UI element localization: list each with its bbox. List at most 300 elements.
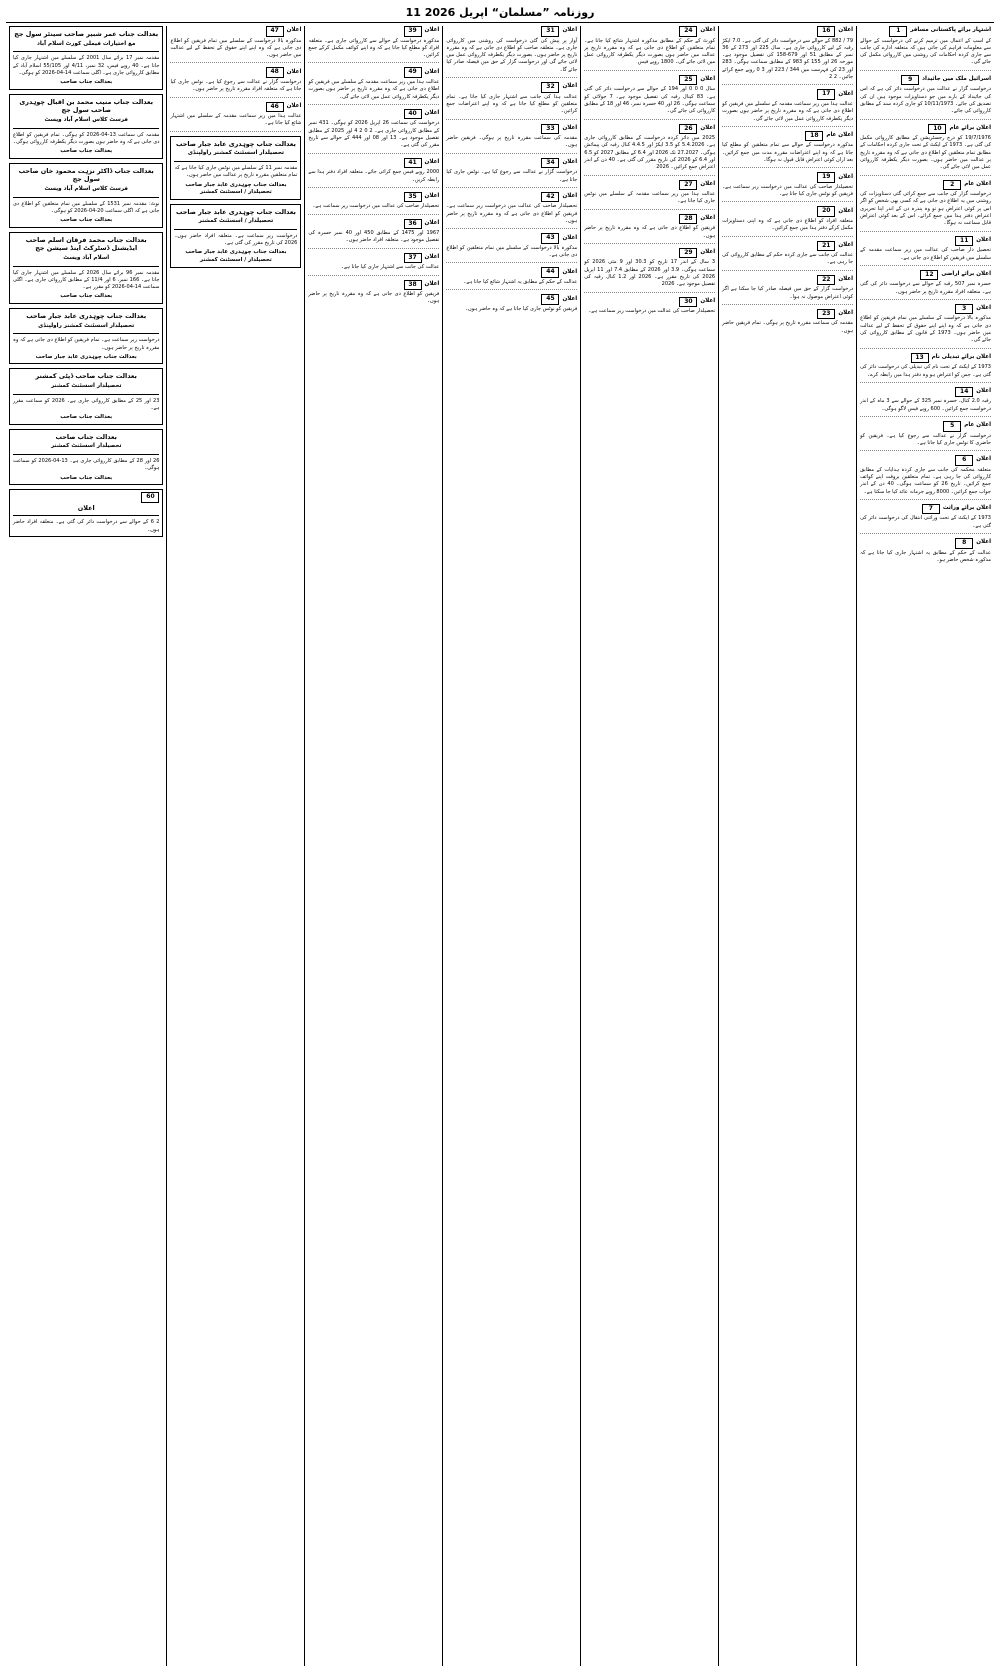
notice-number: 20 [817,206,835,217]
notice-header [722,241,853,252]
notice-title: اعلان برائے وراثت [942,505,991,512]
notice-title: اعلان [700,27,716,34]
notice-title: اعلان [838,310,854,317]
classified-notice [860,26,991,71]
court-notice-subheading: تحصیلدار / اسسٹنٹ کمشنر [198,218,274,225]
notice-number: 38 [404,280,422,291]
court-notice-heading: بعدالت جناب منیب محمد بن اقبال چوہدری صاحب سول جج [19,97,154,115]
masthead [6,4,994,23]
notice-body: مذکورہ درخواست کے حوالے سے کارروائی جاری ہے۔ متعلقہ افراد کو مطلع کیا جاتا ہے کہ وہ اپنے کوائف مکمل کرکے جمع کرائیں۔ [308,37,440,59]
notice-number: 13 [911,353,929,364]
notice-number: 2 [943,180,961,191]
classified-notice [446,294,577,316]
notice-header [722,131,853,142]
issue-date: 11 اپریل 2026 [405,6,488,19]
court-notice-signature: بعدالت جناب صاحب [60,414,113,421]
notice-number: 48 [266,67,284,78]
court-notice-signature: بعدالت جناب صاحب [60,217,113,224]
divider [13,454,159,455]
court-notice-body: نوٹ: مقدمہ نمبر 1531 کے سلسلے میں تمام متعلقین کو اطلاع دی جاتی ہے کہ اگلی سماعت 20-04-2026 کو ہوگی۔ [12,200,160,214]
classified-notice [722,241,853,271]
notice-header [584,297,715,308]
notice-title: اعلان [562,27,578,34]
divider [13,266,159,267]
classified-notice [860,75,991,120]
notice-number: 16 [817,26,835,37]
classified-notice [722,26,853,85]
classified-notice [584,248,715,293]
notice-title: اعلان [700,249,716,256]
court-notice-subheading: تحصیلدار اسسٹنٹ کمشنر راولپنڈی [187,150,284,157]
court-notice [170,204,301,268]
notice-title: اعلان [424,110,440,117]
court-notice-heading: بعدالت جناب ڈاکٹر نزہت محمود خان صاحب سول جج [18,166,154,184]
divider [13,51,159,52]
classified-notice [584,214,715,244]
notice-number: 3 [955,304,973,315]
notice-header [860,538,991,549]
notice-body: عدالت ہذا کی جانب سے اشتہار جاری کیا جاتا ہے۔ تمام متعلقین کو مطلع کیا جاتا ہے کہ وہ اپنے اعتراضات جمع کرائیں۔ [446,93,578,115]
notice-number: 37 [404,253,422,264]
notice-number: 12 [920,270,938,281]
notice-header [860,26,991,37]
notice-title: اعلان برائے تبدیلی نام [931,354,991,361]
notice-header [860,124,991,135]
notice-header [308,253,439,264]
classified-notice [308,253,439,276]
court-notice-subheading: تحصیلدار اسسٹنٹ کمشنر راولپنڈی [38,322,135,329]
notice-title: اعلان [838,173,854,180]
court-notice [9,368,163,424]
notice-body: رقبہ 2.0 کنال، خسرہ نمبر 325 کے حوالے سے 3 ماہ کے اندر درخواست جمع کرائیں۔ 600 روپے فیس لاگو ہوگی۔ [860,398,992,412]
classified-notice [308,67,439,104]
notice-title: اعلان [838,207,854,214]
classified-notice [860,304,991,349]
court-notice-heading: بعدالت جناب محمد فرقان اسلم صاحب ایڈیشنل ڈسٹرکٹ اینڈ سیشن جج [25,235,147,253]
notice-number: 21 [817,241,835,252]
notice-body: درخواست گزار نے عدالت سے رجوع کیا ہے۔ فریقین کو حاضری کا نوٹس جاری کیا جاتا ہے۔ [860,432,991,446]
notice-body: عدالت کی جانب سے اشتہار جاری کیا جاتا ہے۔ [341,264,440,271]
notice-header [860,304,991,315]
notice-number: 25 [679,75,697,86]
court-notice-heading: بعدالت جناب صاحب ڈپٹی کمشنر [35,372,137,381]
classified-notice [308,26,439,63]
classified-notice [860,124,991,176]
notice-header [584,180,715,191]
column-4 [442,26,580,1666]
court-notice [9,26,163,90]
classified-notice [170,26,301,63]
notice-header [308,109,439,120]
classified-notice [170,67,301,97]
notice-title: اعلان [700,76,716,83]
notice-number: 18 [805,131,823,142]
notice-title: اعلان عام [964,180,991,187]
notice-body: عدالت کی جانب سے جاری کردہ حکم کے مطابق کارروائی کی جا رہی ہے۔ [722,252,854,266]
notice-body: درخواست کی سماعت 26 اپریل 2026 کو ہوگی۔ 431 نمبر کے مطابق کارروائی جاری ہے۔ 2 0 2 4 اور 2025 کے مطابق تفصیل موجود ہے۔ 13 اور 08 اور 444 کے حوالے سے تاریخ مقرر کی گئی ہے۔ [308,120,440,149]
classified-notice [446,267,577,290]
notice-header [446,26,577,37]
notice-title: اعلان [976,456,991,463]
notice-title: اعلان [562,268,578,275]
notice-body: مذکورہ بالا درخواست کے سلسلے میں تمام فریقین کو اطلاع دی جاتی ہے کہ وہ اپنے اپنے حقوق کے تحفظ کے لیے عدالت میں حاضر ہوں۔ 1973 کے قانون کے مطابق کارروائی کی جائے گی۔ [860,315,991,344]
notice-body: آواز پر پیش کی گئی درخواست کی روشنی میں کارروائی جاری ہے۔ متعلقہ صاحب کو اطلاع دی جاتی ہے کہ وہ مقررہ تاریخ پر حاضر ہوں۔ بصورت دیگر یکطرفہ کارروائی عمل میں لائی جائے گی اور درخواست گزار کے حق میں فیصلہ صادر کیا جائے گا۔ [446,37,578,73]
notice-header [860,455,991,466]
paper-name: روزنامہ ”مسلمان“ [491,6,595,19]
notice-title: اعلان [424,219,440,226]
notice-number: 41 [404,158,422,169]
notice-header [722,275,853,286]
notice-title: اعلان [286,102,302,109]
notice-title: اعلان [562,295,578,302]
court-notice [9,232,163,304]
notice-header [584,214,715,225]
court-notice [9,429,163,485]
notice-title: اعلان [562,193,578,200]
notice-number: 24 [679,26,697,37]
notice-body: عدالت ہذا میں زیر سماعت مقدمہ کے سلسلے میں فریقین کو اطلاع دی جاتی ہے کہ وہ مقررہ تاریخ پر حاضر ہوں بصورت دیگر یکطرفہ کارروائی عمل میں لائی جائے گی۔ [722,100,854,122]
divider [174,229,297,230]
notice-number: 31 [541,26,559,37]
notice-header [860,504,991,515]
notice-number: 6 [955,455,973,466]
notice-number: 1 [889,26,907,37]
court-notice-subheading: مع اختیارات فیملی کورٹ اسلام آباد [37,40,136,47]
notice-body: فریقین کو نوٹس جاری کیا جاتا ہے کہ وہ حاضر ہوں۔ [465,305,578,312]
classified-notice [584,124,715,176]
notice-body: مذکورہ درخواست کے حوالے سے تمام متعلقین کو مطلع کیا جاتا ہے کہ وہ اپنے اعتراضات مقررہ مدت میں جمع کرائیں۔ بعد ازاں کوئی اعتراض قابل قبول نہ ہوگا۔ [722,142,854,163]
court-notice-body: درخواست زیر سماعت ہے۔ متعلقہ افراد حاضر ہوں۔ 2026 کی تاریخ مقرر کی گئی ہے۔ [174,232,298,247]
notice-body: مذکورہ بالا درخواست کے سلسلے میں تمام فریقین کو اطلاع دی جاتی ہے کہ وہ اپنے اپنے حقوق کے تحفظ کے لیے عدالت میں حاضر ہوں۔ [170,37,302,59]
column-6 [166,26,304,1666]
notice-title: اعلان [838,241,854,248]
classified-notice [860,455,991,500]
court-notice-heading: بعدالت جناب چوہدری عابد جبار صاحب [175,207,296,216]
court-notice-body: 2 6 کے حوالے سے درخواست دائر کی گئی ہے۔ متعلقہ افراد حاضر ہوں۔ [12,519,160,533]
notice-title: اعلان [424,254,440,261]
notice-title: اعلان [700,180,716,187]
notice-title: اعلان [562,234,578,241]
classified-notice [308,280,439,309]
notice-body: فریقین کو اطلاع دی جاتی ہے کہ وہ مقررہ تاریخ پر حاضر ہوں۔ [308,291,440,305]
notice-header [446,158,577,169]
notice-header [584,26,715,37]
notice-header [722,26,853,37]
notice-title: اعلان عام [826,132,854,139]
classified-notice [584,26,715,71]
notice-body: 1973 کے ایکٹ کے تحت نام کی تبدیلی کی درخواست دائر کی گئی ہے۔ جس کو اعتراض ہو وہ دفتر ہذا میں رابطہ کرے۔ [860,364,991,378]
notice-header [584,248,715,259]
notice-number: 47 [266,26,284,37]
notice-body: تحصیلدار صاحب کی عدالت میں درخواست زیر سماعت ہے۔ [588,308,716,315]
notice-body: کورٹ کے حکم کے مطابق مذکورہ اشتہار شائع کیا جاتا ہے۔ تمام متعلقین کو اطلاع دی جاتی ہے کہ وہ مقررہ تاریخ پر عدالت میں حاضر ہوں بصورت دیگر یکطرفہ کارروائی عمل میں لائی جائے گی۔ 1800 روپے فیس [584,37,716,66]
classified-notice [860,538,991,567]
notice-header [860,270,991,281]
court-notice-subheading: فرسٹ کلاس اسلام آباد ویسٹ [44,185,128,192]
notice-header [860,75,991,86]
classified-notice [860,180,991,232]
notice-title: اعلان [700,297,716,304]
column-2 [718,26,856,1666]
court-notice [9,163,163,228]
notice-title: اعلان برائے عام [949,124,991,131]
classified-notice [308,109,439,154]
classified-notice [860,236,991,266]
notice-body: سال 0 0 0 اور 194 کے حوالے سے درخواست دائر کی گئی ہے۔ 83 کینال رقبہ کی تفصیل موجود ہے۔ 7 جولائی کو سماعت ہوگی۔ 26 اور 40 خسرہ نمبر، 46 اور 18 کے مطابق کارروائی کی جائے گی۔ [584,86,716,115]
classified-notice [446,158,577,188]
court-notice-signature: بعدالت جناب صاحب [60,79,113,86]
notice-header [308,219,439,230]
notice-body: عدالت کے حکم کے مطابق یہ اشتہار جاری کیا جاتا ہے کہ مذکورہ شخص حاضر ہو۔ [860,549,991,563]
divider [13,333,159,334]
notice-number: 27 [679,180,697,191]
notice-number: 22 [817,275,835,286]
notice-number: 36 [404,219,422,230]
notice-title: اعلان [424,193,440,200]
court-notice-heading: بعدالت جناب چوہدری عابد جبار صاحب [26,312,147,321]
classified-notice [860,270,991,300]
court-notice-heading: بعدالت جناب صاحب [55,432,117,441]
notice-title: اعلان [838,276,854,282]
court-notice-signature: بعدالت جناب صاحب [60,293,113,300]
notice-body: فریقین کو اطلاع دی جاتی ہے کہ وہ مقررہ تاریخ پر حاضر ہوں۔ [584,225,716,239]
notice-body: کے اسپ کے اعمال میں ترمیم کرنے کی درخواست کے حوالے سے معلومات فراہم کی جاتی ہیں کہ متعلقہ ادارے کی جانب سے جاری کردہ احکامات کی روشنی میں کارروائی مکمل کی جائے گی۔ [860,37,991,66]
notice-title: اعلان [562,124,578,131]
notice-body: 19/7/1976 کو درج رجسٹریشن کے مطابق کارروائی مکمل کی گئی ہے۔ 1973 کے ایکٹ کے تحت جاری کردہ احکامات کے مطابق تمام متعلقین کو اطلاع دی جاتی ہے کہ وہ مقررہ تاریخ پر عدالت میں حاضر ہوں۔ بصورت دیگر یکطرفہ کارروائی عمل میں لائی جائے گی۔ [860,135,991,171]
court-notice-subheading: فرسٹ کلاس اسلام آباد ویسٹ [44,116,128,123]
notice-title: اعلان [286,68,302,75]
notice-number: 26 [679,124,697,135]
notice-number: 42 [541,192,559,203]
court-notice-signature: بعدالت جناب چوہدری عابد جبار صاحب تحصیلدار / اسسٹنٹ کمشنر [185,249,287,264]
notice-header [170,102,301,113]
classified-notice [170,102,301,132]
notice-number: 40 [404,109,422,120]
notice-number: 34 [541,158,559,169]
divider [174,161,297,162]
notice-number: 49 [404,67,422,78]
notice-number: 46 [266,102,284,113]
notice-number: 8 [955,538,973,549]
court-notice [9,308,163,364]
classified-notice [446,26,577,78]
notice-number: 10 [928,124,946,135]
classified-notice [722,131,853,168]
notice-title: اعلان [976,388,991,395]
classified-notice [446,82,577,119]
notice-header [170,26,301,37]
notice-number: 23 [817,309,835,320]
court-notice-subheading: اسلام آباد ویسٹ [63,255,110,261]
court-notice-heading: اعلان [77,503,95,512]
divider [13,394,159,395]
notice-number: 33 [541,124,559,135]
notice-body: مذکورہ بالا درخواست کے سلسلے میں تمام متعلقین کو اطلاع دی جاتی ہے۔ [446,244,578,259]
notice-body: خسرہ نمبر 507 رقبہ کے حوالے سے درخواست دائر کی گئی ہے۔ متعلقہ افراد مقررہ تاریخ پر حاضر ہوں۔ [860,281,991,295]
classified-notice [308,158,439,188]
column-3 [580,26,718,1666]
notice-header [308,158,439,169]
notice-body: مقدمہ کی سماعت مقررہ تاریخ پر ہوگی۔ تمام فریقین حاضر ہوں۔ [722,320,854,334]
court-notice-body: 26 اور 28 کے مطابق کارروائی جاری ہے۔ 13-04-2026 کو سماعت ہوگی۔ [12,457,160,472]
notice-header [446,192,577,203]
notice-number: 28 [679,214,697,225]
notice-header [446,267,577,278]
notice-header [170,67,301,78]
notice-number: 19 [817,172,835,183]
notice-number: 45 [541,294,559,305]
column-1 [856,26,994,1666]
classified-notice [722,89,853,126]
notice-header [722,89,853,100]
notice-number: 60 [141,492,159,503]
notice-body: تحصیلدار صاحب کی عدالت میں درخواست زیر سماعت ہے۔ فریقین کو نوٹس جاری کیا جاتا ہے۔ [722,183,854,198]
notice-body: درخواست گزار کی جانب سے جمع کرائی گئی دستاویزات کی روشنی میں یہ اطلاع دی جاتی ہے کہ کسی بھی شخص کو اگر اس پر کوئی اعتراض ہو تو وہ پندرہ دن کے اندر اپنا تحریری اعتراض دفتر ہذا میں جمع کرائے۔ اس کے بعد کوئی اعتراض قابل سماعت نہ ہوگا۔ [860,191,991,227]
court-notice [9,489,163,537]
classified-notice [860,421,991,451]
notice-number: 9 [901,75,919,86]
notice-body: 1967 اور 1475 کے مطابق 450 اور 40 نمبر خسرہ کی تفصیل موجود ہے۔ متعلقہ افراد حاضر ہوں۔ [308,230,440,244]
court-notice-body: مقدمہ کی سماعت 13-04-2026 کو ہوگی۔ تمام فریقین کو اطلاع دی جاتی ہے کہ وہ حاضر ہوں بصورت دیگر یکطرفہ کارروائی ہوگی۔ [12,131,160,145]
classified-notice [722,275,853,305]
notice-header [308,67,439,78]
notice-number: 17 [817,89,835,100]
notice-body: 2000 روپے فیس جمع کرائی جائے۔ متعلقہ افراد دفتر ہذا سے رابطہ کریں۔ [308,169,440,183]
notice-header [584,124,715,135]
notice-number: 11 [955,236,973,247]
classified-notice [722,172,853,202]
court-notice-body: درخواست زیر سماعت ہے۔ تمام فریقین کو اطلاع دی جاتی ہے کہ وہ مقررہ تاریخ پر حاضر ہوں۔ [12,337,160,351]
court-notice-signature: بعدالت جناب صاحب [60,474,113,481]
notice-number: 32 [541,82,559,93]
notice-header [308,26,439,37]
classified-notice [308,219,439,249]
notice-title: اعلان [976,539,991,546]
notice-body: درخواست گزار نے عدالت سے رجوع کیا ہے۔ نوٹس جاری کیا جاتا ہے کہ متعلقہ افراد مقررہ تاریخ پر حاضر ہوں۔ [170,78,302,93]
notice-body: تحصیلدار صاحب کی عدالت میں درخواست زیر سماعت ہے۔ فریقین کو اطلاع دی جاتی ہے کہ وہ مقررہ تاریخ پر حاضر ہوں۔ [446,203,578,224]
notice-header [584,75,715,86]
notice-header [308,192,439,203]
notice-number: 39 [404,26,422,37]
notice-header [446,233,577,244]
notice-body: درخواست گزار کے حق میں فیصلہ صادر کیا جا سکتا ہے اگر کوئی اعتراض موصول نہ ہوا۔ [722,286,854,300]
notice-number: 14 [955,387,973,398]
classified-notice [308,192,439,215]
notice-header [860,353,991,364]
notice-title: اشتہار برائے پاکستانی مسافر [910,27,991,34]
notice-header [446,124,577,135]
court-notice-body: 23 اور 25 کے مطابق کارروائی جاری ہے۔ 2026 کو سماعت مقرر ہے۔ [12,397,160,411]
court-notice-subheading: تحصیلدار اسسٹنٹ کمشنر [50,443,122,450]
notice-title: اعلان [286,27,302,34]
classified-notice [722,309,853,338]
court-notice-body: مقدمہ نمبر 96 برائے سال 2026 کے سلسلے میں اشتہار جاری کیا جاتا ہے۔ 166 نمبر، 6 اور 11/4 کے مطابق کارروائی جاری ہے۔ اگلی سماعت 14-04-2026 کو مقرر ہے۔ [12,269,160,291]
court-notice-body: مقدمہ نمبر 17 برائے سال 2001 کے سلسلے میں اشتہار جاری کیا جاتا ہے۔ 40 روپے فیس، 32 نمبر، 4/11 اور 55/105 اسلام آباد کے مطابق کارروائی جاری ہے۔ اگلی سماعت 14-04-2026 کو ہوگی۔ [12,55,160,76]
notice-title: اعلان [424,27,440,34]
notice-title: اعلان [424,68,440,75]
notice-header [308,280,439,291]
notice-title: اعلان برائے اراضی [941,271,991,278]
notice-number: 5 [943,421,961,432]
classified-notice [446,233,577,263]
notice-body: متعلقہ محکمہ کی جانب سے جاری کردہ ہدایات کے مطابق کارروائی کی جا رہی ہے۔ تمام متعلقین بروقت اپنے کوائف جمع کرائیں۔ تاریخ 26 کو سماعت ہوگی۔ 40 دن کے اندر جواب جمع کرائیں۔ 8000 روپے جرمانہ عائد کیا جا سکتا ہے۔ [860,466,991,495]
divider [13,197,159,198]
notice-title: اعلان [700,124,716,131]
column-7 [6,26,166,1666]
columns-container [6,26,994,1666]
classified-notice [860,387,991,417]
notice-body: درخواست گزار نے عدالت سے رجوع کیا ہے۔ نوٹس جاری کیا جاتا ہے۔ [446,169,578,183]
court-notice-heading: بعدالت جناب عمر شبیر صاحب سینئر سول جج [14,30,159,38]
divider [13,128,159,129]
notice-title: اعلان عام [964,422,991,429]
notice-header [722,172,853,183]
notice-header [446,82,577,93]
court-notice-body: مقدمہ نمبر 11 کے سلسلے میں نوٹس جاری کیا جاتا ہے کہ تمام متعلقین مقررہ تاریخ پر عدالت میں حاضر ہوں۔ [174,164,298,179]
notice-title: اعلان [562,158,578,165]
classified-notice [860,504,991,534]
notice-number: 35 [404,192,422,203]
court-notice-heading: بعدالت جناب چوہدری عابد جبار صاحب [175,139,296,148]
notice-title: اعلان [700,215,716,222]
classified-notice [584,297,715,319]
notice-header [860,180,991,191]
notice-title: اعلان [838,27,854,34]
notice-body: 2025 میں دائر کردہ درخواست کے مطابق کارروائی جاری ہے۔ 5.4.2026 کو 3.5 ایکڑ اور 4.4.5 کنال رقبہ کی پیمائش ہوگی۔ 27.2027 تک 2026 اور 6.4 کے مطابق 2027 کو 6.5 اور 6.4 کو 2026 کی تاریخ مقرر کی گئی ہے۔ 40 دن کے اندر اعتراض جمع کرائیں۔ 2026 [584,135,716,171]
notice-body: 3 سال کے اندر 17 تاریخ کو 30.3 اور 9 مئی 2026 کو سماعت ہوگی۔ 3.9 اور 2026 کے مطابق 7.4 اور 11 اپریل 2026 کی تاریخ مقرر ہے۔ 2026 اور 1.2 کنال رقبہ کی تفصیل موجود ہے۔ 2026 [584,259,716,288]
notice-title: اعلان [976,236,991,243]
court-notice [170,136,301,200]
notice-title: اعلان [562,83,578,90]
notice-body: تحصیلدار صاحب کی عدالت میں درخواست زیر سماعت ہے۔ [312,203,440,210]
divider [13,515,159,516]
court-notice [9,94,163,159]
classified-notice [860,353,991,383]
classified-notice [446,192,577,229]
court-notice-signature: بعدالت جناب صاحب [60,148,113,155]
classified-notice [584,180,715,210]
notice-title: اعلان [424,280,440,287]
notice-header [722,309,853,320]
notice-header [446,294,577,305]
notice-header [722,206,853,217]
court-notice-subheading: تحصیلدار اسسٹنٹ کمشنر [50,383,122,390]
notice-body: عدالت ہذا میں زیر سماعت مقدمہ کے سلسلے میں اشتہار شائع کیا جاتا ہے۔ [170,113,302,127]
notice-title: اعلان [838,90,854,97]
notice-title: اعلان [424,158,440,165]
column-5 [304,26,442,1666]
notice-header [860,387,991,398]
notice-header [860,236,991,247]
notice-number: 43 [541,233,559,244]
notice-header [860,421,991,432]
notice-body: عدالت ہذا میں زیر سماعت مقدمہ کے سلسلے میں نوٹس جاری کیا جاتا ہے۔ [584,191,716,205]
notice-body: تحصیل دار صاحب کی عدالت میں زیر سماعت مقدمہ کے سلسلے میں فریقین کو اطلاع دی جاتی ہے۔ [860,247,991,261]
notice-body: مقدمہ کی سماعت مقررہ تاریخ پر ہوگی۔ فریقین حاضر ہوں۔ [446,135,578,149]
notice-body: عدالت ہذا میں زیر سماعت مقدمہ کے سلسلے میں فریقین کو اطلاع دی جاتی ہے کہ وہ مقررہ تاریخ پر حاضر ہوں بصورت دیگر یکطرفہ کارروائی عمل میں لائی جائے گی۔ [308,78,440,100]
court-notice-signature: بعدالت جناب چوہدری عابد جبار صاحب تحصیلدار / اسسٹنٹ کمشنر [185,181,287,196]
notice-body: عدالت کے حکم کے مطابق یہ اشتہار شائع کیا جاتا ہے۔ [463,278,578,285]
notice-number: 7 [922,504,940,515]
notice-number: 29 [679,248,697,259]
notice-body: 79 / 882 کے حوالے سے درخواست دائر کی گئی ہے۔ 7.0 ایکڑ رقبہ کے لیے کارروائی جاری ہے۔ سال 225 اور 273 کے 36 نمبر کے مطابق 51 اور 679-158 کی تفصیل موجود ہے۔ مورخہ 26 اور 155 کو 983 کے مطابق سماعت ہوگی۔ 283 اور 23 کی فہرست میں 344 / 223 اور 3 0 روپے جمع کرائے جائیں۔ 2 2 [722,37,854,81]
notice-title: اسرائیل ملک میں جائیداد [922,76,991,83]
classified-notice [446,124,577,154]
court-notice-signature: بعدالت جناب چوہدری عابد جبار صاحب [35,353,137,360]
notice-body: متعلقہ افراد کو اطلاع دی جاتی ہے کہ وہ اپنی دستاویزات مکمل کرکے دفتر ہذا میں جمع کرائیں۔ [722,217,854,232]
notice-number: 44 [541,267,559,278]
notice-number: 30 [679,297,697,308]
